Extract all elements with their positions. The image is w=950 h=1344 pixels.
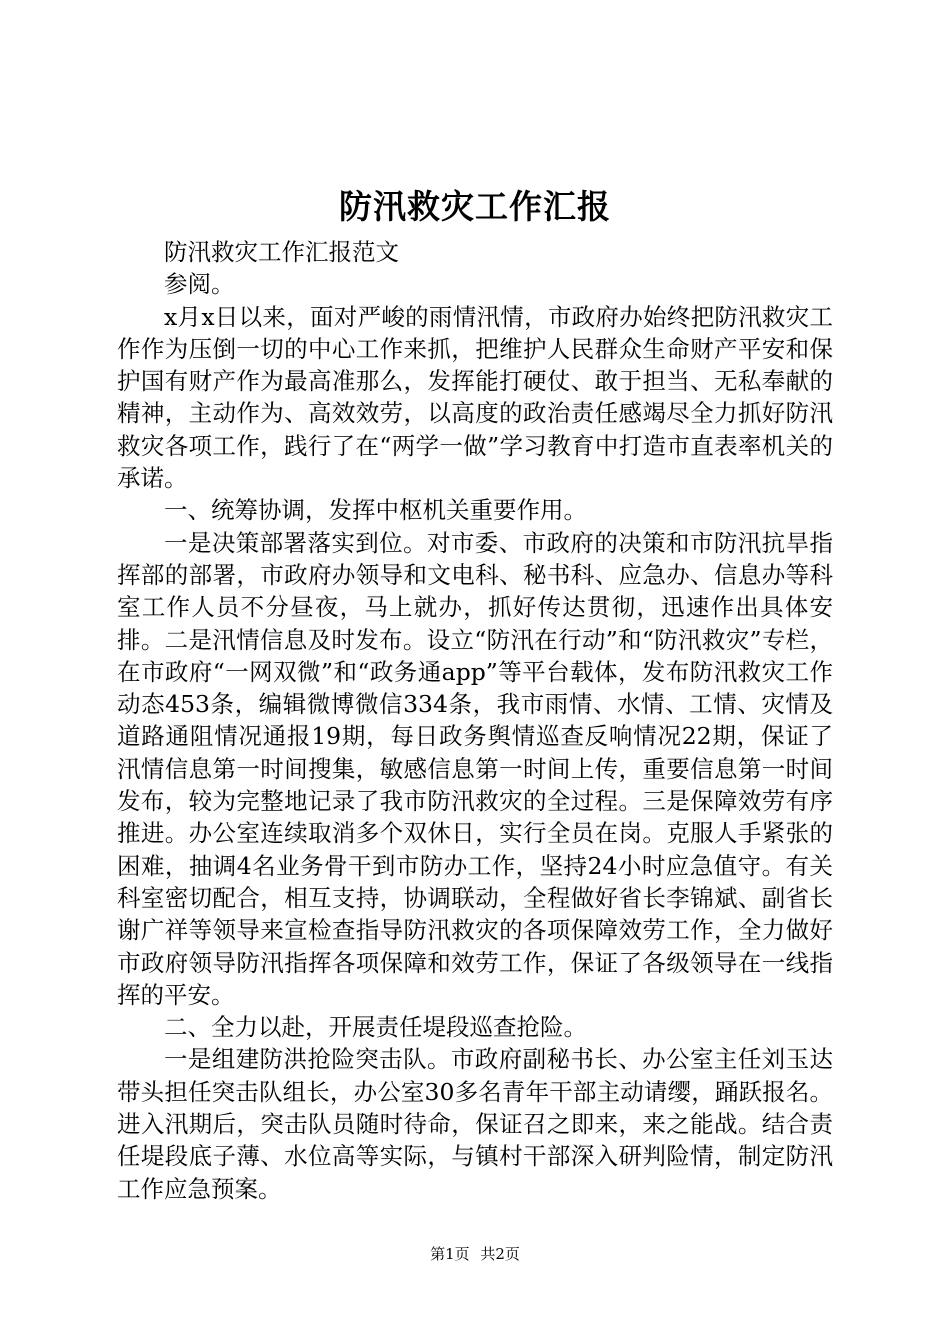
paragraph-section-2: 一是组建防洪抢险突击队。市政府副秘书长、办公室主任刘玉达带头担任突击队组长，办公室30多名青年干部主动请缨，踊跃报名。进入汛期后，突击队员随时待命，保证召之即来，来之能战。结合责任堤段底子薄、水位高等实际，与镇村干部深入研判险情，制定防汛工作应急预案。 (117, 1045, 833, 1203)
document-body (117, 236, 833, 1205)
paragraph-section-1: 一是决策部署落实到位。对市委、市政府的决策和市防汛抗旱指挥部的部署，市政府办领导和文电科、秘书科、应急办、信息办等科室工作人员不分昼夜，马上就办，抓好传达贯彻，迅速作出具体安排。二是汛情信息及时发布。设立“防汛在行动”和“防汛救灾”专栏，在市政府“一网双微”和“政务通app”等平台载体，发布防汛救灾工作动态453条，编辑微博微信334条，我市雨情、水情、工情、灾情及道路通阻情况通报19期，每日政务舆情巡查反响情况22期，保证了汛情信息第一时间搜集，敏感信息第一时间上传，重要信息第一时间发布，较为完整地记录了我市防汛救灾的全过程。三是保障效劳有序推进。办公室连续取消多个双休日，实行全员在岗。克服人手紧张的困难，抽调4名业务骨干到市防办工作，坚持24小时应急值守。有关科室密切配合，相互支持，协调联动，全程做好省长李锦斌、副省长谢广祥等领导来宣检查指导防汛救灾的各项保障效劳工作，全力做好市政府领导防汛指挥各项保障和效劳工作，保证了各级领导在一线指挥的平安。 (117, 528, 833, 1009)
paragraph-subtitle: 防汛救灾工作汇报范文 (164, 238, 399, 266)
section-heading-2: 二、全力以赴，开展责任堤段巡查抢险。 (164, 1013, 587, 1042)
page-number: 第1页 (430, 1245, 470, 1263)
document-title: 防汛救灾工作汇报 (339, 187, 611, 226)
paragraph-intro: x月x日以来，面对严峻的雨情汛情，市政府办始终把防汛救灾工作作为压倒一切的中心工作来抓，把维护人民群众生命财产平安和保护国有财产作为最高准那么，发挥能打硬仗、敢于担当、无私奉献的精神，主动作为、高效效劳，以高度的政治责任感竭尽全力抓好防汛救灾各项工作，践行了在“两学一做”学习教育中打造市直表率机关的承诺。 (117, 302, 833, 493)
paragraph-reference: 参阅。 (164, 270, 235, 299)
page-footer (0, 1244, 950, 1264)
page-total: 共2页 (480, 1245, 520, 1263)
section-heading-1: 一、统筹协调，发挥中枢机关重要作用。 (164, 496, 587, 525)
